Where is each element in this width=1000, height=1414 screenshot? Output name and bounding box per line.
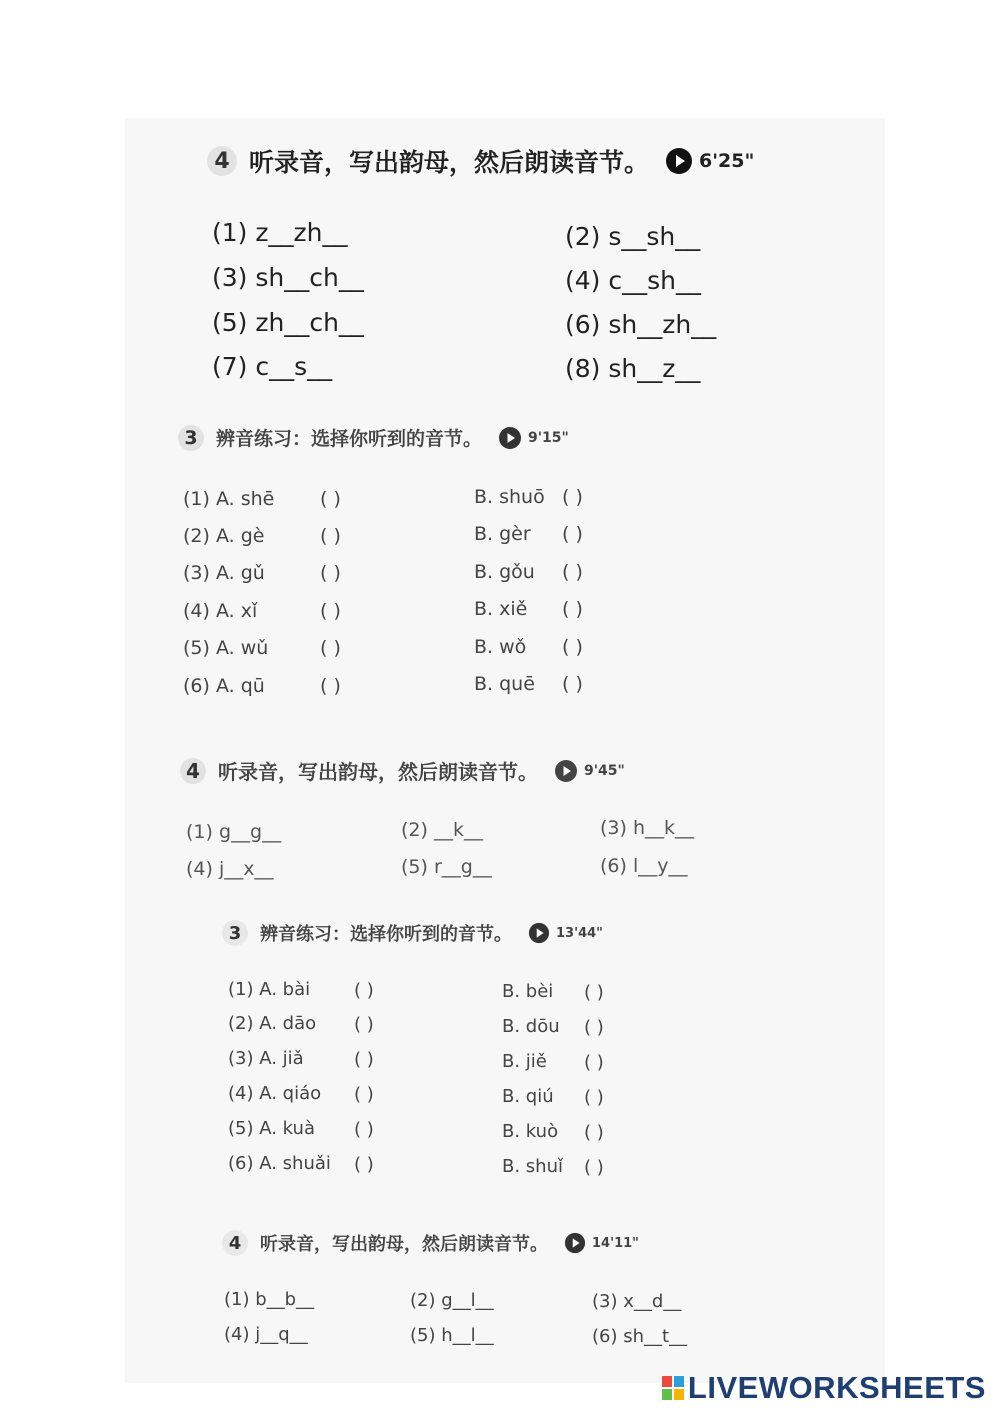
blank-item: (5) r__g__ [401, 856, 492, 878]
blank-item: (6) sh__t__ [592, 1326, 688, 1347]
play-button[interactable] [498, 426, 569, 450]
logo-text: LIVEWORKSHEETS [687, 1370, 986, 1405]
section-number: 4 [222, 1230, 248, 1256]
blank-field[interactable]: x__d__ [623, 1291, 682, 1312]
choice-row: (4) A. xǐ [183, 600, 258, 622]
blank-item: (3) x__d__ [592, 1291, 682, 1312]
liveworksheets-mark-icon [662, 1376, 684, 1400]
blank-item: (3) sh__ch__ [212, 263, 364, 292]
choice-option: B. wǒ [474, 636, 527, 658]
play-button[interactable] [665, 147, 754, 175]
section-header [222, 920, 603, 946]
choice-option: B. gèr [474, 523, 531, 545]
choice-option: B. gǒu [474, 561, 535, 583]
answer-paren[interactable]: ( ) [320, 675, 341, 697]
blank-field[interactable]: __k__ [433, 819, 483, 841]
play-button[interactable] [564, 1232, 639, 1254]
choice-row: (5) A. kuà [228, 1118, 315, 1139]
blank-item: (2) __k__ [401, 819, 483, 841]
answer-paren[interactable]: ( ) [562, 486, 583, 508]
choice-row: (1) A. bài [228, 979, 311, 1000]
section-number: 4 [207, 146, 237, 176]
choice-option: B. bèi [502, 981, 554, 1002]
blank-item: (6) l__y__ [600, 855, 688, 877]
choice-row: (4) A. qiáo [228, 1083, 322, 1104]
section-number: 3 [178, 425, 204, 451]
choice-row: (2) A. gè [183, 525, 265, 547]
section-title: 听录音，写出韵母，然后朗读音节。 [218, 760, 538, 784]
blank-field[interactable]: g__l__ [441, 1290, 494, 1311]
answer-paren[interactable]: ( ) [584, 1052, 604, 1073]
answer-paren[interactable]: ( ) [320, 562, 341, 584]
audio-timestamp: 13'44" [556, 925, 603, 941]
answer-paren[interactable]: ( ) [584, 1017, 604, 1038]
blank-field[interactable]: l__y__ [632, 855, 688, 877]
answer-paren[interactable]: ( ) [584, 1087, 604, 1108]
answer-paren[interactable]: ( ) [562, 673, 583, 695]
answer-paren[interactable]: ( ) [584, 982, 604, 1003]
play-button[interactable] [554, 759, 625, 783]
blank-item: (4) j__x__ [186, 858, 274, 880]
blank-item: (4) c__sh__ [565, 266, 701, 295]
blank-item: (8) sh__z__ [565, 354, 701, 383]
blank-field[interactable]: h__k__ [632, 817, 695, 839]
choice-option: B. shuō [474, 486, 545, 508]
blank-item: (1) z__zh__ [212, 218, 348, 247]
blank-field[interactable]: sh__zh__ [608, 310, 717, 339]
blank-field[interactable]: j__q__ [255, 1324, 308, 1345]
choice-row: (3) A. jiǎ [228, 1048, 304, 1069]
choice-row: (2) A. dāo [228, 1013, 317, 1034]
blank-item: (4) j__q__ [224, 1324, 308, 1345]
answer-paren[interactable]: ( ) [320, 637, 341, 659]
section-title: 辨音练习：选择你听到的音节。 [216, 428, 483, 450]
blank-field[interactable]: c__sh__ [608, 266, 701, 295]
blank-field[interactable]: c__s__ [255, 352, 333, 381]
blank-item: (2) g__l__ [410, 1290, 494, 1311]
section-number: 3 [222, 920, 248, 946]
choice-option: B. dōu [502, 1016, 560, 1037]
section-title: 听录音，写出韵母，然后朗读音节。 [260, 1234, 548, 1255]
blank-item: (5) zh__ch__ [212, 308, 364, 337]
answer-paren[interactable]: ( ) [354, 1084, 374, 1105]
choice-option: B. qiú [502, 1086, 554, 1107]
audio-timestamp: 14'11" [592, 1235, 639, 1251]
choice-option: B. shuǐ [502, 1156, 563, 1177]
choice-row: (6) A. shuǎi [228, 1153, 331, 1174]
blank-field[interactable]: g__g__ [218, 821, 282, 843]
choice-row: (1) A. shē [183, 488, 275, 510]
blank-field[interactable]: sh__ch__ [255, 263, 364, 292]
play-icon [528, 922, 550, 944]
answer-paren[interactable]: ( ) [562, 523, 583, 545]
play-button[interactable] [528, 922, 603, 944]
blank-field[interactable]: h__l__ [441, 1325, 494, 1346]
choice-row: (5) A. wǔ [183, 637, 269, 659]
play-icon [554, 759, 578, 783]
section-header [222, 1230, 639, 1256]
answer-paren[interactable]: ( ) [354, 1049, 374, 1070]
blank-field[interactable]: r__g__ [433, 856, 492, 878]
section-number: 4 [180, 758, 206, 784]
choice-option: B. jiě [502, 1051, 547, 1072]
liveworksheets-logo [662, 1370, 986, 1406]
choice-row: (6) A. qū [183, 675, 265, 697]
answer-paren[interactable]: ( ) [320, 488, 341, 510]
blank-item: (1) g__g__ [186, 821, 282, 843]
answer-paren[interactable]: ( ) [584, 1157, 604, 1178]
play-icon [498, 426, 522, 450]
answer-paren[interactable]: ( ) [562, 598, 583, 620]
blank-item: (6) sh__zh__ [565, 310, 717, 339]
play-icon [665, 147, 693, 175]
section-header [178, 424, 569, 451]
blank-field[interactable]: zh__ch__ [255, 308, 364, 337]
answer-paren[interactable]: ( ) [320, 600, 341, 622]
answer-paren[interactable]: ( ) [584, 1122, 604, 1143]
audio-timestamp: 9'45" [584, 762, 625, 779]
section-title: 听录音，写出韵母，然后朗读音节。 [249, 148, 650, 177]
section-title: 辨音练习：选择你听到的音节。 [260, 924, 512, 945]
blank-field[interactable]: j__x__ [218, 858, 274, 880]
choice-row: (3) A. gǔ [183, 562, 265, 584]
answer-paren[interactable]: ( ) [354, 1154, 374, 1175]
answer-paren[interactable]: ( ) [562, 561, 583, 583]
answer-paren[interactable]: ( ) [354, 980, 374, 1001]
answer-paren[interactable]: ( ) [354, 1014, 374, 1035]
blank-field[interactable]: b__b__ [255, 1289, 315, 1310]
blank-field[interactable]: sh__t__ [623, 1326, 688, 1347]
section-header [207, 143, 754, 179]
blank-item: (1) b__b__ [224, 1289, 315, 1310]
answer-paren[interactable]: ( ) [320, 525, 341, 547]
answer-paren[interactable]: ( ) [562, 636, 583, 658]
answer-paren[interactable]: ( ) [354, 1119, 374, 1140]
blank-item: (5) h__l__ [410, 1325, 494, 1346]
play-icon [564, 1232, 586, 1254]
audio-timestamp: 9'15" [528, 429, 569, 446]
choice-option: B. kuò [502, 1121, 559, 1142]
audio-timestamp: 6'25" [699, 150, 755, 172]
blank-item: (3) h__k__ [600, 817, 695, 839]
choice-option: B. xiě [474, 598, 528, 620]
blank-item: (7) c__s__ [212, 352, 333, 381]
section-header [180, 756, 625, 785]
blank-field[interactable]: sh__z__ [608, 354, 701, 383]
blank-item: (2) s__sh__ [565, 222, 701, 251]
blank-field[interactable]: z__zh__ [255, 218, 348, 247]
blank-field[interactable]: s__sh__ [608, 222, 701, 251]
choice-option: B. quē [474, 673, 535, 695]
